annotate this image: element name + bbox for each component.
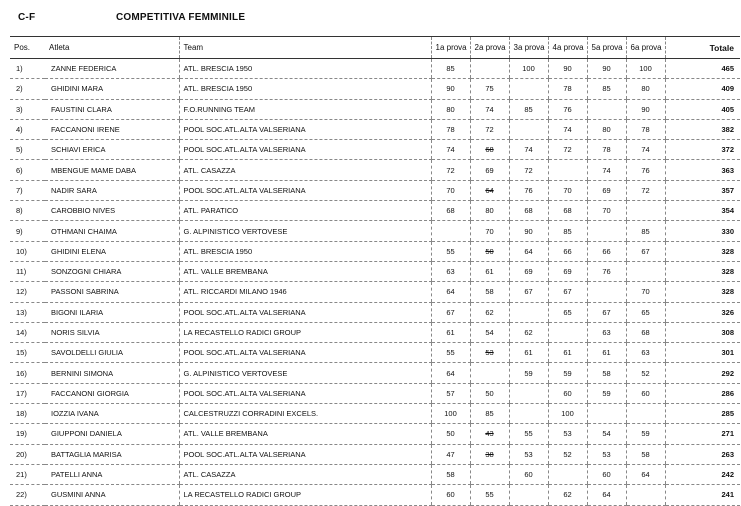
trial-5-score-cell: 69	[587, 180, 626, 200]
total-score-cell: 382	[665, 119, 740, 139]
trial-3-score-cell: 74	[509, 140, 548, 160]
table-row	[10, 363, 740, 383]
position-cell: 16)	[10, 363, 45, 383]
trial-6-score-cell	[626, 404, 665, 424]
trial-3-score-cell	[509, 302, 548, 322]
position-cell: 3)	[10, 99, 45, 119]
trial-2-score-cell: 85	[470, 404, 509, 424]
trial-2-score-cell: 69	[470, 160, 509, 180]
trial-6-score-cell: 76	[626, 160, 665, 180]
trial-2-score-cell: 80	[470, 201, 509, 221]
trial-4-score-cell: 59	[548, 363, 587, 383]
trial-6-score-cell: 52	[626, 363, 665, 383]
trial-6-score-cell: 72	[626, 180, 665, 200]
team-cell: POOL SOC.ATL.ALTA VALSERIANA	[179, 180, 431, 200]
trial-5-score-cell: 80	[587, 119, 626, 139]
trial-6-score-cell: 80	[626, 79, 665, 99]
trial-2-score-cell: 54	[470, 322, 509, 342]
trial-3-score-cell: 60	[509, 464, 548, 484]
total-score-cell: 328	[665, 282, 740, 302]
position-cell: 7)	[10, 180, 45, 200]
trial-3-score-cell: 53	[509, 444, 548, 464]
position-cell: 17)	[10, 383, 45, 403]
trial-4-score-cell: 67	[548, 282, 587, 302]
trial-5-score-cell: 90	[587, 59, 626, 79]
trial-4-score-cell: 68	[548, 201, 587, 221]
total-score-cell: 308	[665, 322, 740, 342]
athlete-name-cell: SONZOGNI CHIARA	[45, 261, 179, 281]
total-score-cell: 263	[665, 444, 740, 464]
trial-2-score-cell: 38	[470, 444, 509, 464]
team-cell: CALCESTRUZZI CORRADINI EXCELS.	[179, 404, 431, 424]
position-cell: 19)	[10, 424, 45, 444]
trial-2-score-cell: 64	[470, 180, 509, 200]
header-row	[10, 37, 740, 59]
table-row	[10, 261, 740, 281]
total-score-cell: 328	[665, 241, 740, 261]
trial-5-score-cell: 60	[587, 464, 626, 484]
trial-5-score-cell	[587, 99, 626, 119]
table-row	[10, 79, 740, 99]
trial-6-score-cell	[626, 485, 665, 505]
trial-2-score-cell: 50	[470, 383, 509, 403]
trial-5-score-cell: 53	[587, 444, 626, 464]
trial-5-score-cell: 85	[587, 79, 626, 99]
trial-4-score-cell	[548, 322, 587, 342]
col-header-trial-2: 2a prova	[470, 37, 509, 59]
total-score-cell: 357	[665, 180, 740, 200]
team-cell: ATL. RICCARDI MILANO 1946	[179, 282, 431, 302]
trial-4-score-cell: 72	[548, 140, 587, 160]
position-cell: 11)	[10, 261, 45, 281]
athlete-name-cell: CAROBBIO NIVES	[45, 201, 179, 221]
trial-3-score-cell: 55	[509, 424, 548, 444]
team-cell: ATL. BRESCIA 1950	[179, 79, 431, 99]
table-row	[10, 59, 740, 79]
trial-4-score-cell: 62	[548, 485, 587, 505]
table-row	[10, 282, 740, 302]
athlete-name-cell: GHIDINI ELENA	[45, 241, 179, 261]
athlete-name-cell: MBENGUE MAME DABA	[45, 160, 179, 180]
trial-3-score-cell	[509, 119, 548, 139]
total-score-cell: 330	[665, 221, 740, 241]
trial-5-score-cell: 54	[587, 424, 626, 444]
table-row	[10, 201, 740, 221]
trial-1-score-cell: 58	[431, 464, 470, 484]
table-row	[10, 119, 740, 139]
team-cell: ATL. CASAZZA	[179, 160, 431, 180]
trial-2-score-cell: 58	[470, 282, 509, 302]
team-cell: LA RECASTELLO RADICI GROUP	[179, 322, 431, 342]
trial-4-score-cell: 85	[548, 221, 587, 241]
trial-5-score-cell: 64	[587, 485, 626, 505]
trial-5-score-cell: 74	[587, 160, 626, 180]
trial-6-score-cell: 100	[626, 59, 665, 79]
trial-1-score-cell: 100	[431, 404, 470, 424]
trial-2-score-cell	[470, 59, 509, 79]
table-row	[10, 444, 740, 464]
trial-6-score-cell	[626, 261, 665, 281]
trial-1-score-cell: 72	[431, 160, 470, 180]
table-row	[10, 383, 740, 403]
table-row	[10, 180, 740, 200]
trial-2-score-cell: 50	[470, 241, 509, 261]
col-header-trial-5: 5a prova	[587, 37, 626, 59]
trial-4-score-cell: 76	[548, 99, 587, 119]
col-header-trial-1: 1a prova	[431, 37, 470, 59]
position-cell: 18)	[10, 404, 45, 424]
table-row	[10, 464, 740, 484]
trial-1-score-cell: 67	[431, 302, 470, 322]
trial-2-score-cell: 72	[470, 119, 509, 139]
position-cell: 12)	[10, 282, 45, 302]
trial-5-score-cell: 58	[587, 363, 626, 383]
athlete-name-cell: NORIS SILVIA	[45, 322, 179, 342]
trial-3-score-cell	[509, 485, 548, 505]
trial-1-score-cell: 61	[431, 322, 470, 342]
trial-6-score-cell: 59	[626, 424, 665, 444]
trial-2-score-cell: 53	[470, 343, 509, 363]
trial-3-score-cell: 85	[509, 99, 548, 119]
athlete-name-cell: GIUPPONI DANIELA	[45, 424, 179, 444]
trial-6-score-cell: 68	[626, 322, 665, 342]
athlete-name-cell: SCHIAVI ERICA	[45, 140, 179, 160]
table-row	[10, 99, 740, 119]
trial-6-score-cell: 63	[626, 343, 665, 363]
trial-2-score-cell: 61	[470, 261, 509, 281]
trial-6-score-cell: 70	[626, 282, 665, 302]
team-cell: POOL SOC.ATL.ALTA VALSERIANA	[179, 444, 431, 464]
total-score-cell: 271	[665, 424, 740, 444]
trial-4-score-cell: 65	[548, 302, 587, 322]
col-header-trial-3: 3a prova	[509, 37, 548, 59]
table-row	[10, 404, 740, 424]
trial-3-score-cell: 72	[509, 160, 548, 180]
trial-3-score-cell	[509, 383, 548, 403]
trial-4-score-cell: 69	[548, 261, 587, 281]
athlete-name-cell: GUSMINI ANNA	[45, 485, 179, 505]
trial-5-score-cell: 66	[587, 241, 626, 261]
trial-1-score-cell: 74	[431, 140, 470, 160]
trial-4-score-cell: 78	[548, 79, 587, 99]
trial-3-score-cell	[509, 404, 548, 424]
trial-6-score-cell: 74	[626, 140, 665, 160]
trial-1-score-cell: 68	[431, 201, 470, 221]
trial-4-score-cell: 90	[548, 59, 587, 79]
trial-1-score-cell: 90	[431, 79, 470, 99]
trial-2-score-cell: 74	[470, 99, 509, 119]
trial-5-score-cell	[587, 282, 626, 302]
trial-1-score-cell	[431, 221, 470, 241]
trial-5-score-cell: 61	[587, 343, 626, 363]
trial-1-score-cell: 70	[431, 180, 470, 200]
total-score-cell: 301	[665, 343, 740, 363]
total-score-cell: 405	[665, 99, 740, 119]
table-row	[10, 302, 740, 322]
total-score-cell: 326	[665, 302, 740, 322]
trial-3-score-cell: 61	[509, 343, 548, 363]
trial-3-score-cell: 100	[509, 59, 548, 79]
trial-4-score-cell: 60	[548, 383, 587, 403]
position-cell: 1)	[10, 59, 45, 79]
trial-3-score-cell: 69	[509, 261, 548, 281]
trial-4-score-cell	[548, 160, 587, 180]
table-row	[10, 424, 740, 444]
trial-2-score-cell: 70	[470, 221, 509, 241]
trial-4-score-cell: 66	[548, 241, 587, 261]
trial-4-score-cell: 53	[548, 424, 587, 444]
col-header-position: Pos.	[10, 37, 45, 59]
table-row	[10, 241, 740, 261]
athlete-name-cell: PATELLI ANNA	[45, 464, 179, 484]
table-row	[10, 140, 740, 160]
total-score-cell: 354	[665, 201, 740, 221]
trial-2-score-cell	[470, 464, 509, 484]
total-score-cell: 372	[665, 140, 740, 160]
trial-2-score-cell: 43	[470, 424, 509, 444]
col-header-trial-6: 6a prova	[626, 37, 665, 59]
team-cell: ATL. VALLE BREMBANA	[179, 261, 431, 281]
trial-3-score-cell: 68	[509, 201, 548, 221]
athlete-name-cell: SAVOLDELLI GIULIA	[45, 343, 179, 363]
team-cell: LA RECASTELLO RADICI GROUP	[179, 485, 431, 505]
position-cell: 5)	[10, 140, 45, 160]
category-code: C-F	[18, 12, 36, 23]
trial-3-score-cell	[509, 79, 548, 99]
table-row	[10, 221, 740, 241]
trial-2-score-cell: 75	[470, 79, 509, 99]
athlete-name-cell: BIGONI ILARIA	[45, 302, 179, 322]
athlete-name-cell: OTHMANI CHAIMA	[45, 221, 179, 241]
position-cell: 14)	[10, 322, 45, 342]
trial-5-score-cell: 59	[587, 383, 626, 403]
trial-4-score-cell: 61	[548, 343, 587, 363]
trial-6-score-cell: 65	[626, 302, 665, 322]
trial-6-score-cell: 90	[626, 99, 665, 119]
athlete-name-cell: BATTAGLIA MARISA	[45, 444, 179, 464]
col-header-team: Team	[179, 37, 431, 59]
team-cell: F.O.RUNNING TEAM	[179, 99, 431, 119]
trial-3-score-cell: 76	[509, 180, 548, 200]
total-score-cell: 328	[665, 261, 740, 281]
athlete-name-cell: FACCANONI GIORGIA	[45, 383, 179, 403]
position-cell: 20)	[10, 444, 45, 464]
team-cell: ATL. BRESCIA 1950	[179, 241, 431, 261]
position-cell: 10)	[10, 241, 45, 261]
athlete-name-cell: FACCANONI IRENE	[45, 119, 179, 139]
team-cell: POOL SOC.ATL.ALTA VALSERIANA	[179, 302, 431, 322]
col-header-trial-4: 4a prova	[548, 37, 587, 59]
athlete-name-cell: FAUSTINI CLARA	[45, 99, 179, 119]
trial-2-score-cell: 55	[470, 485, 509, 505]
table-row	[10, 160, 740, 180]
trial-1-score-cell: 55	[431, 241, 470, 261]
total-score-cell: 241	[665, 485, 740, 505]
position-cell: 6)	[10, 160, 45, 180]
team-cell: POOL SOC.ATL.ALTA VALSERIANA	[179, 383, 431, 403]
trial-6-score-cell	[626, 201, 665, 221]
trial-2-score-cell: 62	[470, 302, 509, 322]
total-score-cell: 292	[665, 363, 740, 383]
trial-4-score-cell: 52	[548, 444, 587, 464]
position-cell: 22)	[10, 485, 45, 505]
athlete-name-cell: ZANNE FEDERICA	[45, 59, 179, 79]
total-score-cell: 242	[665, 464, 740, 484]
trial-1-score-cell: 64	[431, 363, 470, 383]
trial-1-score-cell: 57	[431, 383, 470, 403]
trial-6-score-cell: 58	[626, 444, 665, 464]
position-cell: 4)	[10, 119, 45, 139]
trial-3-score-cell: 67	[509, 282, 548, 302]
trial-4-score-cell	[548, 464, 587, 484]
position-cell: 2)	[10, 79, 45, 99]
trial-6-score-cell: 67	[626, 241, 665, 261]
col-header-total: Totale	[665, 37, 740, 59]
trial-3-score-cell: 62	[509, 322, 548, 342]
athlete-name-cell: PASSONI SABRINA	[45, 282, 179, 302]
table-row	[10, 343, 740, 363]
trial-2-score-cell: 68	[470, 140, 509, 160]
trial-2-score-cell	[470, 363, 509, 383]
total-score-cell: 286	[665, 383, 740, 403]
trial-5-score-cell: 78	[587, 140, 626, 160]
trial-5-score-cell: 67	[587, 302, 626, 322]
trial-1-score-cell: 47	[431, 444, 470, 464]
team-cell: G. ALPINISTICO VERTOVESE	[179, 221, 431, 241]
trial-6-score-cell: 78	[626, 119, 665, 139]
total-score-cell: 285	[665, 404, 740, 424]
trial-3-score-cell: 59	[509, 363, 548, 383]
athlete-name-cell: GHIDINI MARA	[45, 79, 179, 99]
team-cell: ATL. PARATICO	[179, 201, 431, 221]
trial-3-score-cell: 64	[509, 241, 548, 261]
ranking-rows	[10, 59, 740, 506]
athlete-name-cell: IOZZIA IVANA	[45, 404, 179, 424]
trial-5-score-cell	[587, 404, 626, 424]
trial-1-score-cell: 55	[431, 343, 470, 363]
trial-3-score-cell: 90	[509, 221, 548, 241]
team-cell: POOL SOC.ATL.ALTA VALSERIANA	[179, 140, 431, 160]
position-cell: 8)	[10, 201, 45, 221]
table-row	[10, 322, 740, 342]
position-cell: 21)	[10, 464, 45, 484]
trial-5-score-cell: 76	[587, 261, 626, 281]
team-cell: G. ALPINISTICO VERTOVESE	[179, 363, 431, 383]
position-cell: 9)	[10, 221, 45, 241]
total-score-cell: 409	[665, 79, 740, 99]
trial-1-score-cell: 50	[431, 424, 470, 444]
trial-6-score-cell: 60	[626, 383, 665, 403]
trial-1-score-cell: 64	[431, 282, 470, 302]
position-cell: 13)	[10, 302, 45, 322]
team-cell: ATL. CASAZZA	[179, 464, 431, 484]
trial-6-score-cell: 64	[626, 464, 665, 484]
trial-6-score-cell: 85	[626, 221, 665, 241]
total-score-cell: 465	[665, 59, 740, 79]
trial-1-score-cell: 80	[431, 99, 470, 119]
ranking-title: COMPETITIVA FEMMINILE	[116, 12, 246, 23]
table-row	[10, 485, 740, 505]
trial-1-score-cell: 60	[431, 485, 470, 505]
athlete-name-cell: BERNINI SIMONA	[45, 363, 179, 383]
team-cell: POOL SOC.ATL.ALTA VALSERIANA	[179, 119, 431, 139]
team-cell: POOL SOC.ATL.ALTA VALSERIANA	[179, 343, 431, 363]
total-score-cell: 363	[665, 160, 740, 180]
trial-1-score-cell: 63	[431, 261, 470, 281]
trial-5-score-cell	[587, 221, 626, 241]
trial-1-score-cell: 85	[431, 59, 470, 79]
position-cell: 15)	[10, 343, 45, 363]
athlete-name-cell: NADIR SARA	[45, 180, 179, 200]
trial-1-score-cell: 78	[431, 119, 470, 139]
col-header-athlete: Atleta	[45, 37, 179, 59]
ranking-table	[10, 36, 740, 506]
trial-4-score-cell: 74	[548, 119, 587, 139]
trial-4-score-cell: 70	[548, 180, 587, 200]
team-cell: ATL. BRESCIA 1950	[179, 59, 431, 79]
team-cell: ATL. VALLE BREMBANA	[179, 424, 431, 444]
trial-4-score-cell: 100	[548, 404, 587, 424]
trial-5-score-cell: 70	[587, 201, 626, 221]
trial-5-score-cell: 63	[587, 322, 626, 342]
